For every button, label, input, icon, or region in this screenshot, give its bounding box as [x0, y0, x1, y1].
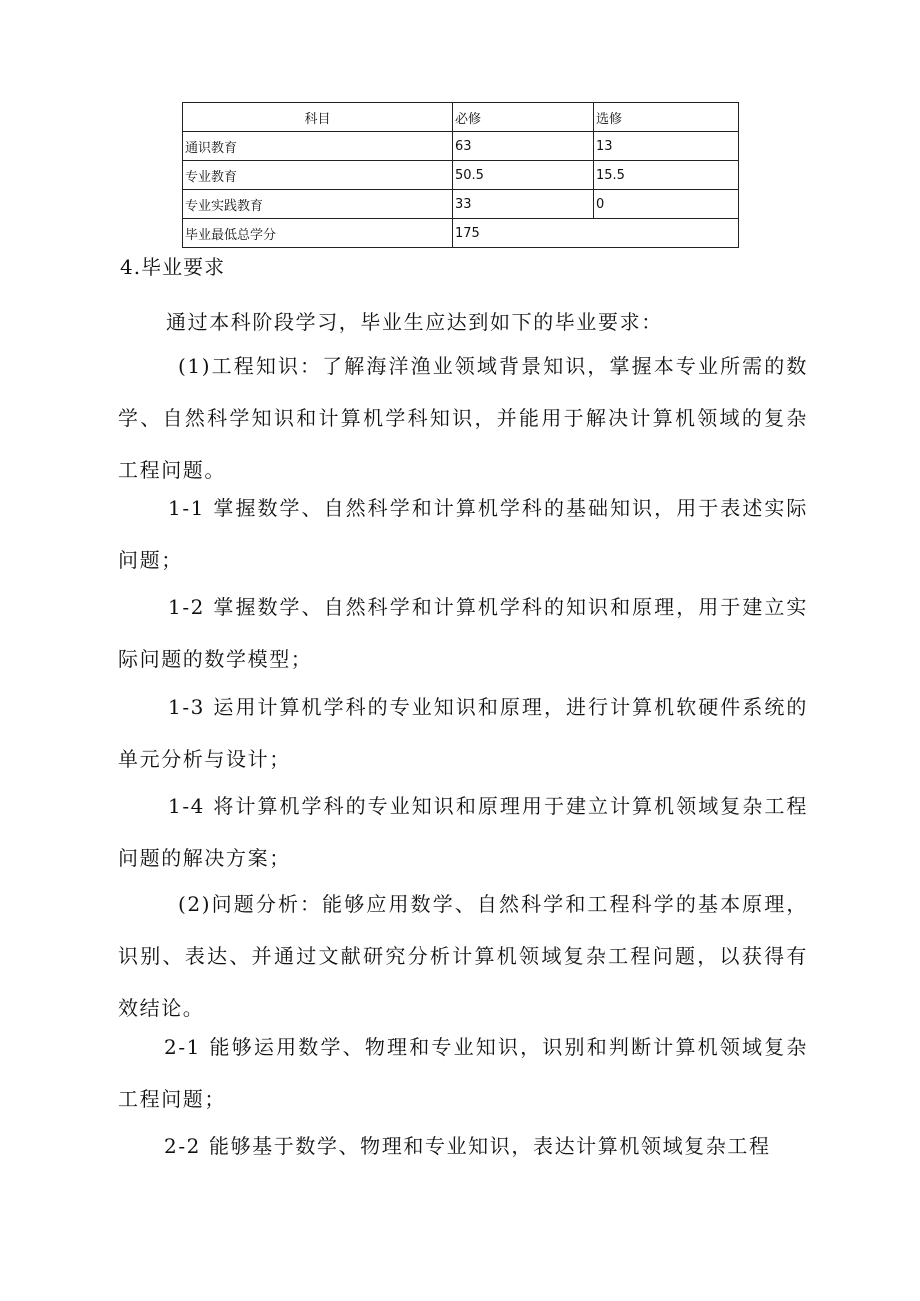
header-required: 必修 [453, 103, 594, 132]
cell-required: 33 [453, 190, 594, 219]
table-total-row [183, 219, 739, 248]
cell-required: 50.5 [453, 161, 594, 190]
cell-elective: 13 [594, 132, 739, 161]
requirement-paragraph: 1-1 掌握数学、自然科学和计算机学科的基础知识，用于表述实际问题； [118, 496, 808, 572]
intro-paragraph: 通过本科阶段学习，毕业生应达到如下的毕业要求： [166, 310, 663, 334]
requirement-paragraph: 1-3 运用计算机学科的专业知识和原理，进行计算机软硬件系统的单元分析与设计； [118, 695, 808, 771]
cell-subject: 专业教育 [183, 161, 453, 190]
requirement-paragraph: 1-4 将计算机学科的专业知识和原理用于建立计算机领域复杂工程问题的解决方案； [118, 794, 808, 870]
cell-subject: 专业实践教育 [183, 190, 453, 219]
table-row [183, 161, 739, 190]
cell-required: 63 [453, 132, 594, 161]
requirement-paragraph: 2-2 能够基于数学、物理和专业知识，表达计算机领域复杂工程 [164, 1134, 771, 1158]
requirement-paragraph: 1-2 掌握数学、自然科学和计算机学科的知识和原理，用于建立实际问题的数学模型； [118, 595, 808, 671]
requirement-paragraph: (2)问题分析：能够应用数学、自然科学和工程科学的基本原理，识别、表达、并通过文献研究分析计算机领域复杂工程问题，以获得有效结论。 [118, 892, 808, 1020]
requirement-paragraph: 2-1 能够运用数学、物理和专业知识，识别和判断计算机领域复杂工程问题； [118, 1035, 808, 1111]
header-subject: 科目 [183, 103, 453, 132]
credit-table [182, 102, 739, 248]
table-header-row [183, 103, 739, 132]
requirement-paragraph: (1)工程知识：了解海洋渔业领域背景知识，掌握本专业所需的数学、自然科学知识和计算机学科知识，并能用于解决计算机领域的复杂工程问题。 [118, 354, 808, 482]
total-value: 175 [453, 219, 739, 248]
table-row [183, 132, 739, 161]
section-title: 4.毕业要求 [120, 255, 226, 279]
cell-elective: 15.5 [594, 161, 739, 190]
table-row [183, 190, 739, 219]
cell-elective: 0 [594, 190, 739, 219]
header-elective: 选修 [594, 103, 739, 132]
total-label: 毕业最低总学分 [183, 219, 453, 248]
cell-subject: 通识教育 [183, 132, 453, 161]
